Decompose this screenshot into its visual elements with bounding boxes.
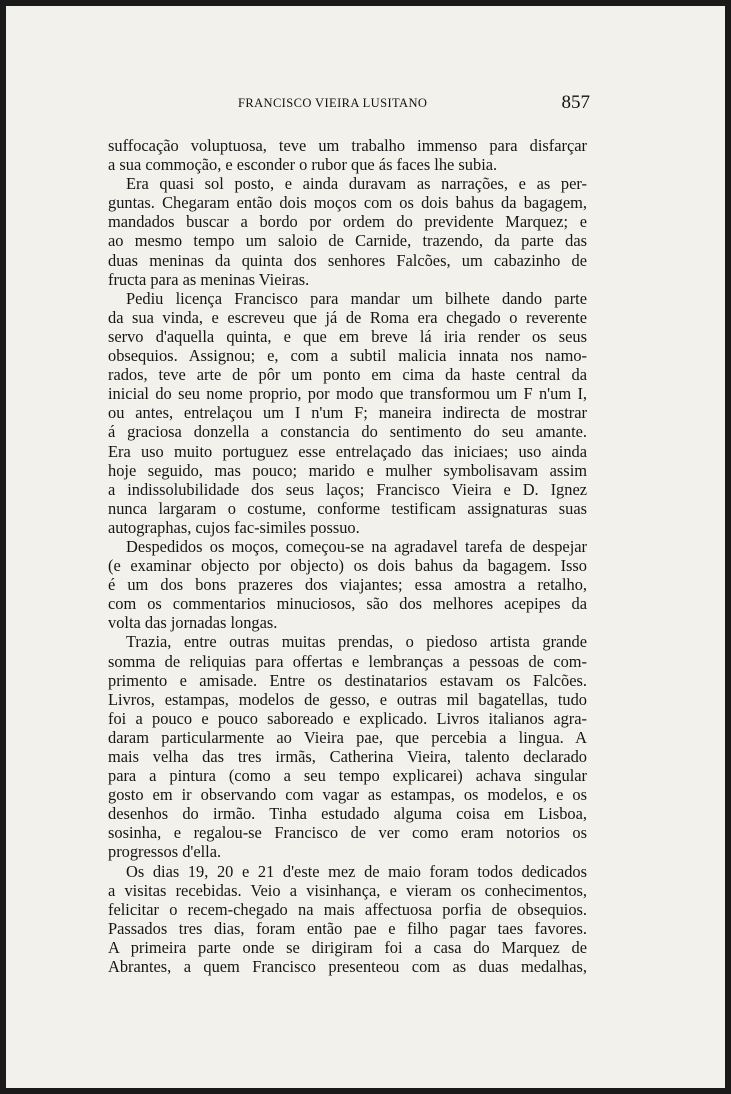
text-line: com os commentarios minuciosos, são dos melhores acepipes da xyxy=(108,594,587,614)
text-line: volta das jornadas longas. xyxy=(108,613,278,633)
text-line: Despedidos os moços, começou-se na agradavel tarefa de despejar xyxy=(126,536,587,556)
text-line: a visitas recebidas. Veio a visinhança, e vieram os conhecimentos, xyxy=(108,880,587,900)
text-line: Era uso muito portuguez esse entrelaçado das iniciaes; uso ainda xyxy=(108,441,587,461)
text-line: sosinha, e regalou-se Francisco de ver como eram notorios os xyxy=(108,823,587,843)
text-line: fructa para as meninas Vieiras. xyxy=(108,269,310,289)
text-line: desenhos do irmão. Tinha estudado alguma coisa em Lisboa, xyxy=(108,804,587,824)
text-line: Pediu licença Francisco para mandar um bilhete dando parte xyxy=(126,288,587,308)
page-number: 857 xyxy=(561,92,590,113)
text-line: gosto em ir observando com vagar as estampas, os modelos, e os xyxy=(108,785,587,805)
text-line: Os dias 19, 20 e 21 d'este mez de maio foram todos dedicados xyxy=(126,861,587,881)
text-line: servo d'aquella quinta, e que em breve lá iria render os seus xyxy=(108,326,587,346)
text-line: mais velha das tres irmãs, Catherina Vieira, talento declarado xyxy=(108,747,587,766)
text-line: Trazia, entre outras muitas prendas, o piedoso artista grande xyxy=(126,632,587,652)
text-line: para a pintura (como a seu tempo explicarei) achava singular xyxy=(108,766,587,786)
text-line: ao mesmo tempo um saloio de Carnide, trazendo, da parte das xyxy=(108,231,587,251)
text-line: á graciosa donzella a constancia do sentimento do seu amante. xyxy=(108,422,587,442)
text-line: hoje seguido, mas pouco; marido e mulher symbolisavam assim xyxy=(108,460,587,480)
text-line: duas meninas da quinta dos senhores Falcões, um cabazinho de xyxy=(108,250,587,270)
text-line: nunca largaram o costume, conforme testificam assignaturas suas xyxy=(108,498,587,518)
text-line: a sua commoção, e esconder o rubor que ás faces lhe subia. xyxy=(108,155,498,175)
text-line: daram particularmente ao Vieira pae, que percebia a lingua. A xyxy=(108,727,587,747)
page-header xyxy=(104,92,590,116)
running-title: FRANCISCO VIEIRA LUSITANO xyxy=(238,96,428,110)
body-text xyxy=(108,136,587,976)
text-line: rados, teve arte de pôr um ponto em cima da haste central da xyxy=(108,365,587,385)
text-line: guntas. Chegaram então dois moços com os dois bahus da bagagem, xyxy=(108,193,587,213)
text-line: suffocação voluptuosa, teve um trabalho immenso para disfarçar xyxy=(108,136,587,155)
text-line: felicitar o recem-chegado na mais affectuosa porfia de obsequios. xyxy=(108,899,587,919)
text-line: ou antes, entrelaçou um I n'um F; maneira indirecta de mostrar xyxy=(108,403,587,423)
text-line: da sua vinda, e escreveu que já de Roma era chegado o reverente xyxy=(108,307,587,327)
text-line: Passados tres dias, foram então pae e filho pagar taes favores. xyxy=(108,918,587,938)
text-line: Abrantes, a quem Francisco presenteou com as duas medalhas, xyxy=(108,957,587,977)
text-line: progressos d'ella. xyxy=(108,842,222,862)
text-line: a indissolubilidade dos seus laços; Francisco Vieira e D. Ignez xyxy=(108,479,587,499)
text-line: (e examinar objecto por objecto) os dois bahus da bagagem. Isso xyxy=(108,556,587,576)
text-line: obsequios. Assignou; e, com a subtil malicia innata nos namo- xyxy=(108,346,587,366)
text-line: somma de reliquias para offertas e lembranças a pessoas de com- xyxy=(108,651,587,671)
text-line: inicial do seu nome proprio, por modo que transformou um F n'um I, xyxy=(108,384,587,404)
text-line: mandados buscar a bordo por ordem do previdente Marquez; e xyxy=(108,212,587,232)
text-line: Era quasi sol posto, e ainda duravam as narrações, e as per- xyxy=(126,174,587,194)
text-line: A primeira parte onde se dirigiram foi a casa do Marquez de xyxy=(108,937,587,957)
text-line: é um dos bons prazeres dos viajantes; essa amostra a retalho, xyxy=(108,575,587,595)
text-line: Livros, estampas, modelos de gesso, e outras mil bagatellas, tudo xyxy=(108,689,587,709)
text-line: primento e amisade. Entre os destinatarios estavam os Falcões. xyxy=(108,670,587,690)
book-page xyxy=(6,6,725,1088)
text-line: foi a pouco e pouco saboreado e explicado. Livros italianos agra- xyxy=(108,708,587,728)
text-line: autographas, cujos fac-similes possuo. xyxy=(108,517,360,537)
